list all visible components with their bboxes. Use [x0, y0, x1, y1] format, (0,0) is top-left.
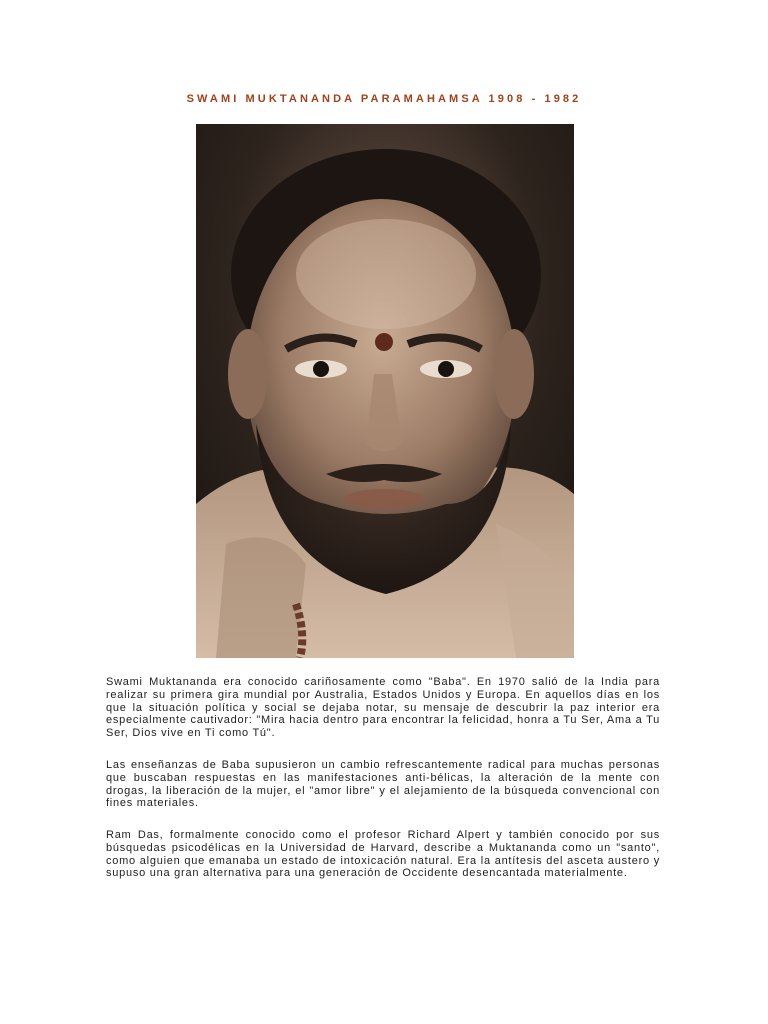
body-paragraph-3: Ram Das, formalmente conocido como el profesor Richard Alpert y también conocido por sus búsquedas psicodélicas en la Universidad de Harvard, describe a Muktananda como un "santo", como alguien que emanaba un estado de intoxicación natural. Era la antítesis del asceta austero y supuso una gran alternativa para una generación de Occidente desencantada materialmente.: [106, 829, 660, 880]
body-paragraph-2: Las enseñanzas de Baba supusieron un cambio refrescantemente radical para muchas personas que buscaban respuestas en las manifestaciones anti-bélicas, la alteración de la mente con drogas, la liberación de la mujer, el "amor libre" y el alejamiento de la búsqueda convencional con fines materiales.: [106, 759, 660, 810]
portrait-photo: [196, 124, 574, 658]
document-title: SWAMI MUKTANANDA PARAMAHAMSA 1908 - 1982: [186, 93, 582, 105]
body-paragraph-1: Swami Muktananda era conocido cariñosamente como "Baba". En 1970 salió de la India para realizar su primera gira mundial por Australia, Estados Unidos y Europa. En aquellos días en los que la situación política y social se dejaba notar, su mensaje de descubrir la paz interior era especialmente cautivador: "Mira hacia dentro para encontrar la felicidad, honra a Tu Ser, Ama a Tu Ser, Dios vive en Ti como Tú".: [106, 676, 660, 740]
